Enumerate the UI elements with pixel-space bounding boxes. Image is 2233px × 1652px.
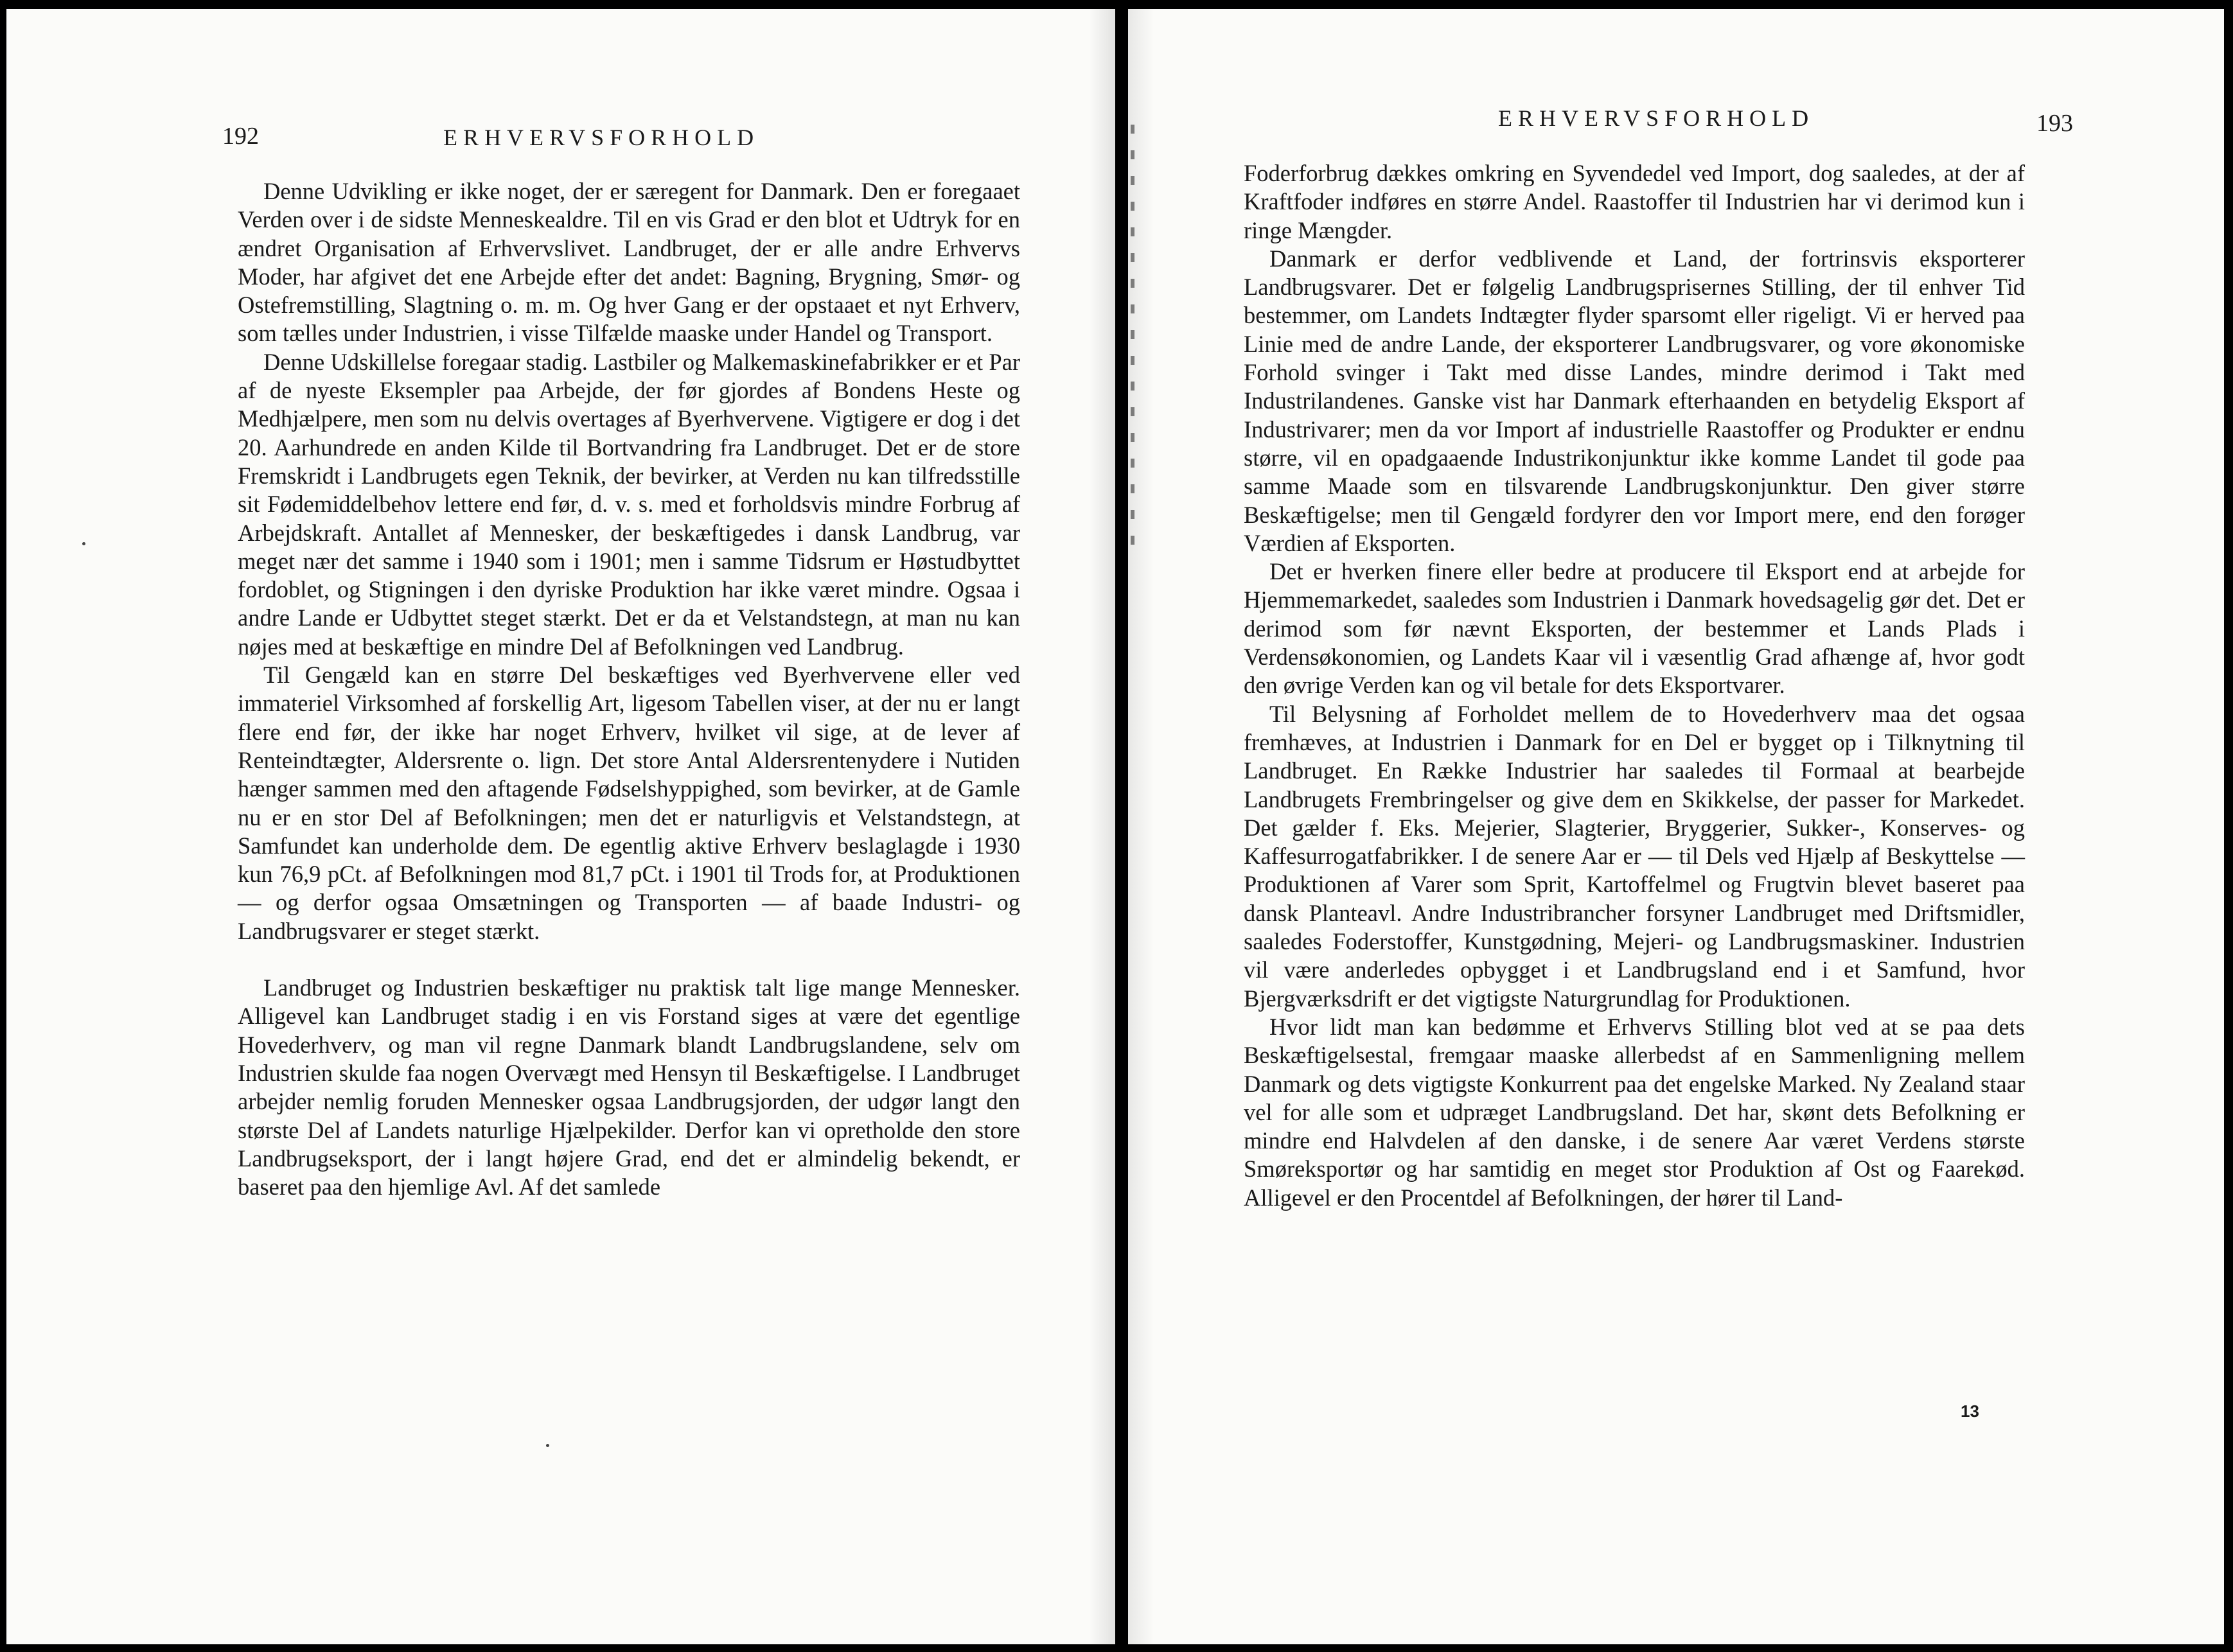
running-head: ERHVERVSFORHOLD <box>443 125 760 150</box>
gutter-shadow <box>1090 9 1115 1644</box>
body-text <box>1244 159 2025 1212</box>
paragraph: Hvor lidt man kan bedømme et Erhvervs Stilling blot ved at se paa dets Beskæftigelsestal, fremgaar maaske allerbedst af en Sammenligning mellem Danmark og dets vigtigste Konkurrent paa det engelske Marked. Ny Zealand staar vel for alle som et udpræget Landbrugsland. Det har, skønt dets Befolkning er mindre end Halvdelen af den danske, i de senere Aar været Verdens største Smøreksportør og har samtidig en meget stor Produktion af Ost og Faarekød. Alligevel er den Procentdel af Befolkningen, der hører til Land- <box>1244 1013 2025 1211</box>
right-page <box>1128 9 2224 1644</box>
paragraph: Det er hverken finere eller bedre at producere til Eksport end at arbejde for Hjemmemarkedet, saaledes som Industrien i Danmark hovedsagelig gør det. Det er derimod som før nævnt Eksporten, der bestemmer et Lands Plads i Verdensøkonomien, og Landets Kaar vil i væsentlig Grad afhænge af, hvor godt den øvrige Verden kan og vil betale for dets Eksportvarer. <box>1244 558 2025 699</box>
spine-marks <box>1131 125 1134 561</box>
paragraph: Danmark er derfor vedblivende et Land, der fortrinsvis eksporterer Landbrugsvarer. Det er følgelig Landbrugsprisernes Stilling, der til enhver Tid bestemmer, om Landets Indtægter flyder sparsomt eller rigeligt. Vi er herved paa Linie med de andre Lande, der eksporterer Landbrugsvarer, og vore økonomiske Forhold svinger i Takt med disse Landes, mindre derimod i Takt med Industrilandenes. Ganske vist har Danmark efterhaanden en betydelig Eksport af Industrivarer; men da vor Import af industrielle Raastoffer og Produkter er endnu større, vil en opadgaaende Industrikonjunktur ikke komme Landet til gode paa samme Maade som en tilsvarende Landbrugskonjunktur. Den giver større Beskæftigelse; men til Gengæld fordyrer den vor Import mere, end den forøger Værdien af Eksporten. <box>1244 245 2025 556</box>
running-head: ERHVERVSFORHOLD <box>1498 105 1815 131</box>
signature-mark: 13 <box>1961 1402 1979 1421</box>
paragraph: Til Belysning af Forholdet mellem de to Hovederhverv maa det ogsaa fremhæves, at Industrien i Danmark for en Del er bygget op i Tilknytning til Landbruget. En Række Industrier har saaledes til Formaal at bearbejde Landbrugets Frembringelser og give dem en Skikkelse, der passer for Markedet. Det gælder f. Eks. Mejerier, Slagterier, Bryggerier, Sukker-, Konserves- og Kaffesurrogatfabrikker. I de senere Aar er — til Dels ved Hjælp af Beskyttelse — Produktionen af Varer som Sprit, Kartoffelmel og Frugtvin blevet baseret paa dansk Planteavl. Andre Industribrancher forsyner Landbruget med Driftsmidler, saaledes Foderstoffer, Kunstgødning, Mejeri- og Landbrugsmaskiner. Industrien vil være anderledes opbygget i et Landbrugsland end i et Samfund, hvor Bjergværksdrift er det vigtigste Naturgrundlag for Produktionen. <box>1244 700 2025 1012</box>
paragraph: Landbruget og Industrien beskæftiger nu praktisk talt lige mange Mennesker. Alligevel kan Landbruget stadig i en vis Forstand siges at være det egentlige Hovederhverv, og man vil regne Danmark blandt Landbrugslandene, selv om Industrien skulde faa nogen Overvægt med Hensyn til Beskæftigelse. I Landbruget arbejder nemlig foruden Mennesker ogsaa Landbrugsjorden, der udgør langt den største Del af Landets naturlige Hjælpekilder. Derfor kan vi opretholde den store Landbrugseksport, der i langt højere Grad, end det er almindelig bekendt, er baseret paa den hjemlige Avl. Af det samlede <box>238 974 1020 1200</box>
page-number: 193 <box>2036 110 2073 137</box>
paragraph: Til Gengæld kan en større Del beskæftiges ved Byerhvervene eller ved immateriel Virksomhed af forskellig Art, ligesom Tabellen viser, at der nu er langt flere end før, der ikke har noget Erhverv, hvilket vil sige, at de lever af Renteindtægter, Aldersrente o. lign. Det store Antal Aldersrentenydere i Nutiden hænger sammen med den aftagende Fødselshyppighed, som bevirker, at de Gamle nu er en stor Del af Befolkningen; men det er naturligvis et Velstandstegn, at Samfundet kan underholde dem. De egentlig aktive Erhverv beslaglagde i 1930 kun 76,9 pCt. af Befolkningen mod 81,7 pCt. i 1901 til Trods for, at Produktionen — og derfor ogsaa Omsætningen og Transporten — af baade Industri- og Landbrugsvarer er steget stærkt. <box>238 662 1020 944</box>
left-page <box>6 9 1115 1644</box>
stray-mark <box>546 1444 549 1447</box>
body-text <box>238 177 1020 1201</box>
paragraph: Foderforbrug dækkes omkring en Syvendedel ved Import, dog saaledes, at der af Kraftfoder indføres en større Andel. Raastoffer til Industrien har vi derimod kun i ringe Mængder. <box>1244 160 2025 243</box>
page-number: 192 <box>222 123 259 150</box>
paragraph: Denne Udvikling er ikke noget, der er særegent for Danmark. Den er foregaaet Verden over i de sidste Menneskealdre. Til en vis Grad er den blot et Udtryk for en ændret Organisation af Erhvervslivet. Landbruget, der er alle andre Erhvervs Moder, har afgivet det ene Arbejde efter det andet: Bagning, Brygning, Smør- og Ostefremstilling, Slagtning o. m. m. Og hver Gang er der opstaaet et nyt Erhverv, som tælles under Industrien, i visse Tilfælde maaske under Handel og Transport. <box>238 178 1020 347</box>
paragraph: Denne Udskillelse foregaar stadig. Lastbiler og Malkemaskinefabrikker er et Par af de nyeste Eksempler paa Arbejde, der før gjordes af Bondens Heste og Medhjælpere, men som nu delvis overtages af Byerhvervene. Vigtigere er dog i det 20. Aarhundrede en anden Kilde til Bortvandring fra Landbruget. Det er de store Fremskridt i Landbrugets egen Teknik, der bevirker, at Verden nu kan tilfredsstille sit Fødemiddelbehov lettere end før, d. v. s. med et forholdsvis mindre Forbrug af Arbejdskraft. Antallet af Mennesker, der beskæftigedes i dansk Landbrug, var meget nær det samme i 1940 som i 1901; men i samme Tidsrum er Høstudbyttet fordoblet, og Stigningen i den dyriske Produktion har ikke været mindre. Ogsaa i andre Lande er Udbyttet steget stærkt. Det er da et Velstandstegn, at man nu kan nøjes med at beskæftige en mindre Del af Befolkningen ved Landbrug. <box>238 348 1020 660</box>
stray-mark <box>82 542 85 545</box>
